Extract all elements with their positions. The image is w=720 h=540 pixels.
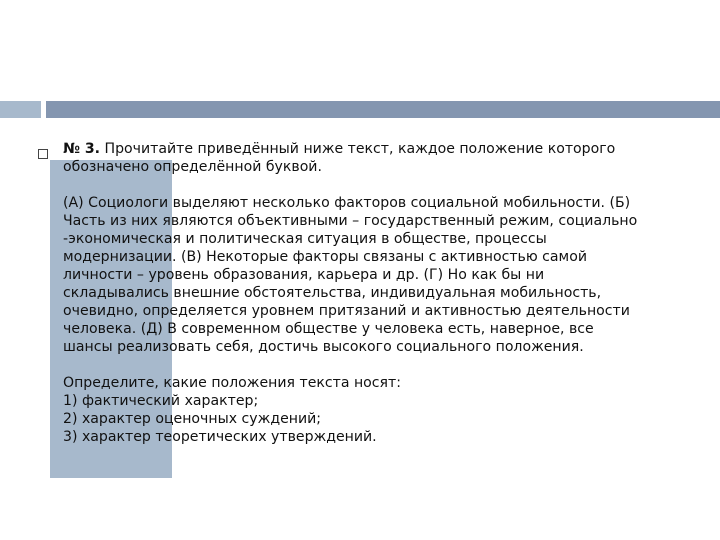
passage-line: -экономическая и политическая ситуация в обществе, процессы: [63, 231, 547, 247]
passage-line: (А) Социологи выделяют несколько факторов социальной мобильности. (Б): [63, 195, 631, 211]
header-bar-left: [0, 101, 41, 118]
slide-content: [63, 140, 703, 446]
task-intro: [63, 140, 703, 158]
header-bar-right: [46, 101, 720, 118]
question-option-2: 2) характер оценочных суждений;: [63, 411, 322, 427]
passage-line: очевидно, определяется уровнем притязаний и активностью деятельности: [63, 303, 630, 319]
question-option-3: 3) характер теоретических утверждений.: [63, 429, 377, 445]
question-block: [63, 374, 703, 446]
passage-line: человека. (Д) В современном обществе у человека есть, наверное, все: [63, 321, 594, 337]
question-option-1: 1) фактический характер;: [63, 393, 259, 409]
task-number: № 3.: [63, 141, 101, 157]
intro-line-1: Прочитайте приведённый ниже текст, каждое положение которого: [100, 141, 616, 157]
passage-line: Часть из них являются объективными – государственный режим, социально: [63, 213, 638, 229]
passage-line: шансы реализовать себя, достичь высокого социального положения.: [63, 339, 584, 355]
passage-line: личности – уровень образования, карьера и др. (Г) Но как бы ни: [63, 267, 545, 283]
passage-line: модернизации. (В) Некоторые факторы связаны с активностью самой: [63, 249, 587, 265]
intro-line-2: обозначено определённой буквой.: [63, 159, 322, 175]
passage: [63, 194, 703, 356]
passage-line: складывались внешние обстоятельства, индивидуальная мобильность,: [63, 285, 602, 301]
question-prompt: Определите, какие положения текста носят:: [63, 375, 401, 391]
bullet-square-icon: [38, 149, 48, 159]
